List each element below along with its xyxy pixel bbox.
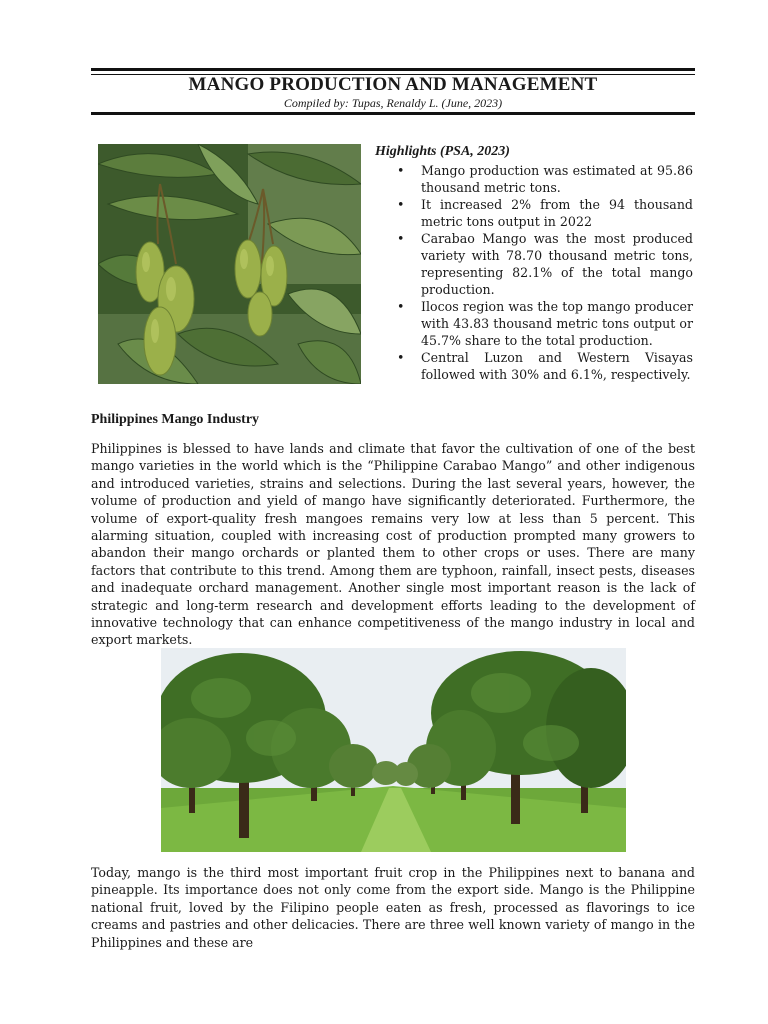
mango-fruit-photo <box>98 144 361 384</box>
highlights-heading: Highlights (PSA, 2023) <box>375 144 510 159</box>
section-heading: Philippines Mango Industry <box>91 412 260 427</box>
header-rule-top <box>91 68 695 71</box>
highlight-item: • Central Luzon and Western Visayas followed with 30% and 6.1%, respectively. <box>375 349 693 383</box>
highlight-item: • Carabao Mango was the most produced variety with 78.70 thousand metric tons, representing 82.1% of the total mango production. <box>375 230 693 298</box>
document-subtitle: Compiled by: Tupas, Renaldy L. (June, 2023) <box>283 96 503 110</box>
highlight-item: • It increased 2% from the 94 thousand metric tons output in 2022 <box>375 196 693 230</box>
highlight-item: • Ilocos region was the top mango producer with 43.83 thousand metric tons output or 45.7% share to the total production. <box>375 298 693 349</box>
document-title: MANGO PRODUCTION AND MANAGEMENT <box>188 74 598 95</box>
highlights-list <box>375 162 693 383</box>
body-paragraph-2: Today, mango is the third most important fruit crop in the Philippines next to banana and pineapple. Its importance does not only come from the export side. Mango is the Philippine national fruit, loved by the Filipino people eaten as fresh, processed as flavorings to ice creams and pastries and other delicacies. There are three well known variety of mango in the Philippines and these are <box>91 865 695 950</box>
header-rule-bottom <box>91 112 695 115</box>
mango-orchard-photo <box>161 648 626 852</box>
body-paragraph-1: Philippines is blessed to have lands and climate that favor the cultivation of one of the best mango varieties in the world which is the “Philippine Carabao Mango” and other indigenous and introduced varieties, strains and selections. During the last several years, however, the volume of production and yield of mango have significantly deteriorated. Furthermore, the volume of export-quality fresh mangoes remains very low at less than 5 percent. This alarming situation, coupled with increasing cost of production prompted many growers to abandon their mango orchards or planted them to other crops or uses. There are many factors that contribute to this trend. Among them are typhoon, rainfall, insect pests, diseases and inadequate orchard management. Another single most important reason is the lack of strategic and long-term research and development efforts leading to the development of innovative technology that can enhance competitiveness of the mango industry in local and export markets. <box>91 441 695 648</box>
highlight-item: • Mango production was estimated at 95.86 thousand metric tons. <box>375 162 693 196</box>
highlights-box <box>375 143 693 383</box>
